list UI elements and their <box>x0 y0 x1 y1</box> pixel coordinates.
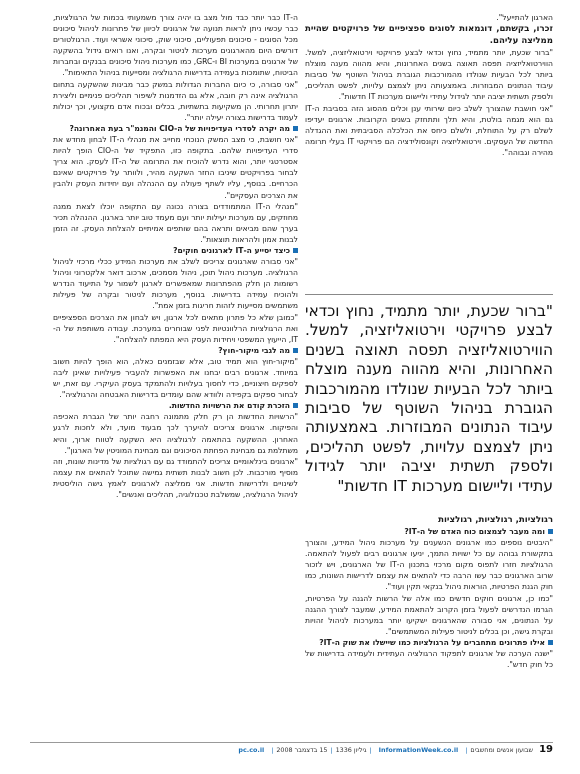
footer-separator: | <box>369 746 372 754</box>
interview-question: אילו פתרונים מתחברים על הרגולציות כמו שיישלו את שוק ה-IT? <box>305 637 553 648</box>
article-intro-column <box>305 12 553 287</box>
pc-site-link[interactable]: pc.co.il <box>238 746 265 754</box>
magazine-name: שבועון אנשים ומחשבים <box>470 746 534 754</box>
intro-paragraph: "אני חושבת שהצורך לשלב כיום שירותי ענן וכלים מהסוג הזה בסביבת ה-IT גם הוא מגמה בולטת, והיא תלך ותתחזק בשנים הקרובות. ארגונים יעדיפו לשלם רק על התוחלת, ולשלם כיחס את הכלכלה הסביבתית ואת ההגדלה החדשה של העסקים. וירטואליזציה וקונסולידציה הם פרויקטי IT בעלי תרומה מהירה וגבוהה". <box>305 103 553 157</box>
pull-quote-rule <box>305 294 553 295</box>
interview-answer: "אני סבורה שארגונים צריכים לשלב את מערכות המידע ככלי מרכזי לניהול הרגולציה. מערכות ניהול תוכן, ניהול מסמכים, ארכוב דואר אלקטרוני וניהול רשומות הן חלק מהפתרונות שמאפשרים לארגון לשמור על התיעוד הנדרש ולהוכיח עמידה בדרישות. בנוסף, מערכות לניטור ובקרה של פעילות משתמשים מסייעות לזהות חריגות בזמן אמת". <box>53 257 298 311</box>
interview-answer: ה-IT כבר יותר כבד מול מצב בו יהיה צורך משמעותי בכמות של הרגולציות, כבר עכשיו ניתן לראות תנועה של ארגונים לכיוון של פתרונות לניהול סיכונים מכל הסוגים - סיכונים תפעוליים, סיכוני שוק, סיכוני אשראי ועוד. הרגולטורים דורשים היום מהארגונים מערכות לניטור ובקרה, ואנו רואים גידול בהשקעה של ארגונים במערכות BI ו-GRC, כמו מערכות ניהול סיכונים בבנקים ובחברות הביטוח, שתומכות בעמידה בדרישות הרגולציה ומסייעות בניהול התאימות". <box>53 13 298 78</box>
interview-answer: "מנהלי ה-IT המתמודדים בצורה נכונה עם התקופה יוכלו לצאת ממנה מחוזקים, עם מערכות יעילות יותר ועם מעמד טוב יותר בארגון. ההנהלה תכיר בערך שהם מביאים ותראה בהם שותפים אמיתיים להצלחת העסק. זה הזמן לבנות אמון ולהראות תוצאות". <box>53 201 298 244</box>
interview-answer: "ארגונים בינלאומיים צריכים להתמודד גם עם רגולציות של מדינות שונות, וזה מוסיף מורכבות. לכן חשוב לבנות תשתית גמישה שתוכל להתאים את עצמה לשינויים ולדרישות חדשות. אני ממליצה לארגונים לאמץ גישה הוליסטית לניהול הרגולציה, שמשלבת טכנולוגיה, תהליכים ואנשים". <box>53 456 298 500</box>
interview-answer: "כמובן שלא כל פתרון מתאים לכל ארגון, ויש לבחון את הצרכים הספציפיים ואת הרגולציות הרלוונטיות לפני שבוחרים במערכת. עבודה משותפת של ה-IT, הייעוץ המשפטי ויחידות העסק היא המפתח להצלחה". <box>53 312 298 344</box>
regulation-section-body <box>305 526 553 670</box>
intro-question: זכרו, בקשתם, דוגמאות לסוגים ספציפיים של פרויקטים שהיית ממליצה עליהם. <box>305 24 553 47</box>
footer-separator: | <box>330 746 333 754</box>
footer-separator: | <box>465 746 468 754</box>
footer-site-link[interactable]: InformationWeek.co.il <box>378 746 459 754</box>
interview-question: מה יקרה לסדרי העדיפויות של ה-CIO והמנמ"ר בעת האחרונה? <box>53 123 298 134</box>
interview-answer: "כמו כן, ארגונים חוקים חדשים כמו אלה של הרשות להגנה על הפרטיות, הגרמו הנדרשים לפעול בזמן הקרוב להתאמת המידע, שמעבר לצורך ההגנה על הנתונים, אני סבורה שהארגונים ישקיעו יותר במערכות לניהול זהויות ובקרת גישה, וכן בכלים לניטור פעילות המשתמשים". <box>305 593 553 636</box>
footer-separator: | <box>271 746 274 754</box>
interview-answer: "אני חושבת, כי מצב המשק הנוכחי מחייב את מנהלי ה-IT לבחון מחדש את סדרי העדיפויות שלהם. בתקופה כזו, התפקיד של ה-CIO הופך להיות אסטרטגי יותר, והוא נדרש להוכיח את התרומה של ה-IT לעסק. הוא צריך לבחור בפרויקטים שיניבו החזר השקעה מהיר, ולוותר על פרויקטים שאינם הכרחיים. בנוסף, עליו לשתף פעולה עם ההנהלה ועם יחידות העסק ולהבין את הצרכים העסקיים". <box>53 135 298 200</box>
interview-question: הזכרת קודם את הרשויות החדשות. <box>53 400 298 411</box>
intro-paragraph: "ברור שכעת, יותר מתמיד, נחוץ וכדאי לבצע פרויקטי וירטואליזציה, למשל. הווירטואליזציה תפסה תאוצה בשנים האחרונות, והיא מהווה מענה מוצלח ביותר לכל הבעיות שנולדו מהמורכבות הגוברת בניהול השוטף של סביבות עיבוד הנתונים המבוזרות. באמצעותה ניתן לצמצם עלויות, לפשט תהליכים, ולספק תשתית יציבה יותר לגידול עתידי וליישום מערכות IT חדשות". <box>305 48 553 102</box>
article-left-column <box>53 12 298 727</box>
left-column-body <box>53 12 298 500</box>
interview-answer: "היבטים נוספים כמו ארגונים הנשענים על מערכות ניהול המידע, והצורך בתקשורת גבוהה עם כל ישויות התמך, יניעו ארגונים רבים לפעול להתאמה. הרגולציות חזרו לתפוס מקום מרכזי בתכנון ה-IT של הארגונים, ויש לזכור שרוב הארגונים כבר עשו הרבה כדי להתאים את עצמם לדרישות השונות, כמו חוק הגנת הפרטיות, הוראות ניהול בנקאי תקין ועוד". <box>305 538 553 592</box>
interview-question: כיצד יסייע ה-IT לארגונים חוקים? <box>53 245 298 256</box>
interview-answer: "אני סבורה, כי כיום החברות הגדולות במשק כבר מבינות שהשקעה בתחום הרגולציה אינה רק חובה, אלא גם הזדמנות לשיפור תהליכים פנימיים וליצירת יתרון תחרותי. הן משקיעות בתשתיות, בכלים ובכוח אדם מקצועי, וכך יכולות לעמוד בדרישות בצורה יעילה יותר". <box>53 79 298 122</box>
interview-answer: "מיקור-חוץ הוא תמיד טוב, אלא שבזמנים כאלה, הוא הופך להיות חשוב במיוחד. ארגונים רבים יבחנו את האפשרות להעביר פעילויות שאינן ליבה לספקים חיצוניים, כדי לחסוך בעלויות ולהתמקד בעסק העיקרי. עם זאת, יש לבחור ספקים בקפידה ולוודא שהם עומדים בדרישות האבטחה והרגולציה". <box>53 356 298 400</box>
interview-answer: "ישנה הערכה של ארגונים לתפקוד הרגולציה העתידית ולעמידה בדרישות של כל חוק חדש". <box>305 649 553 670</box>
interview-answer: "הרשויות החדשות הן רק חלק מתמונה רחבה יותר של הגברת האכיפה והפיקוח. ארגונים צריכים להיערך לכך מבעוד מועד, ולא לחכות לרגע האחרון. ההשקעה בהתאמה לרגולציה היא השקעה לטווח ארוך, והיא משתלמת גם מבחינת הפחתת הסיכונים וגם מבחינת המוניטין של הארגון". <box>53 412 298 455</box>
pull-quote: "ברור שכעת, יותר מתמיד, נחוץ וכדאי לבצע פרויקטי וירטואליזציה, למשל. הווירטואליזציה תפסה תאוצה בשנים האחרונות, והיא מהווה מענה מוצלח ביותר לכל הבעיות שנולדו מהמורכבות הגוברת בניהול השוטף של סביבות עיבוד הנתונים המבוזרות. באמצעותה ניתן לצמצם עלויות, לפשט תהליכים, ולספק תשתית יציבה יותר לגידול עתידי וליישום מערכות IT חדשות" <box>305 302 553 495</box>
page-number: 19 <box>539 744 553 755</box>
section-heading: רגולציות, רגולציות, רגולציות <box>438 515 553 525</box>
regulation-section <box>305 514 553 724</box>
interview-question: ומה מעבר לצמצום כוח האדם של ה-IT? <box>305 526 553 537</box>
interview-question: מה לגבי מיקור-חוץ? <box>53 345 298 356</box>
intro-paragraph: הארגון להתייעל". <box>496 13 553 22</box>
page-footer <box>30 742 553 757</box>
issue-date: 15 בדצמבר 2008 <box>276 746 328 754</box>
issue-number: גיליון 1336 <box>335 746 367 754</box>
